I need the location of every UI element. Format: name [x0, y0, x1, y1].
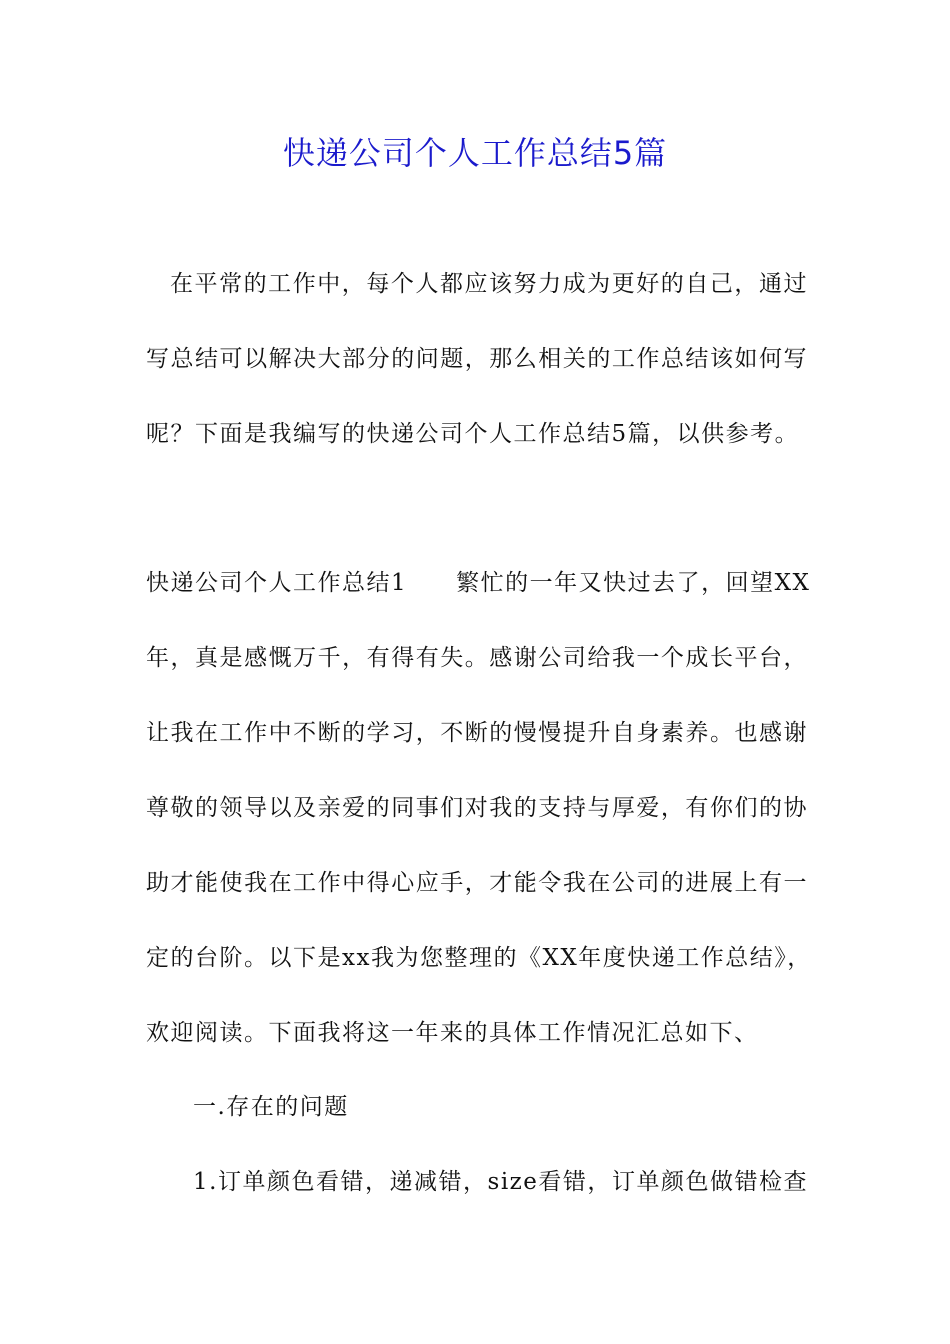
intro-line-1: 在平常的工作中，每个人都应该努力成为更好的自己，通过: [170, 271, 808, 297]
body-line-4: 尊敬的领导以及亲爱的同事们对我的支持与厚爱，有你们的协: [146, 795, 808, 821]
body-line-2: 年，真是感慨万千，有得有失。感谢公司给我一个成长平台，: [146, 645, 808, 671]
document-title: 快递公司个人工作总结5篇: [282, 134, 668, 172]
body-line-7: 欢迎阅读。下面我将这一年来的具体工作情况汇总如下、: [146, 1020, 759, 1046]
list-item-1: 1.订单颜色看错，递减错，size看错，订单颜色做错检查: [193, 1169, 808, 1195]
intro-line-2: 写总结可以解决大部分的问题，那么相关的工作总结该如何写: [146, 346, 808, 372]
body-line-6: 定的台阶。以下是xx我为您整理的《XX年度快递工作总结》，: [146, 945, 812, 971]
body-line-5: 助才能使我在工作中得心应手，才能令我在公司的进展上有一: [146, 870, 808, 896]
intro-line-3: 呢？下面是我编写的快递公司个人工作总结5篇，以供参考。: [146, 421, 800, 447]
body-line-3: 让我在工作中不断的学习，不断的慢慢提升自身素养。也感谢: [146, 720, 808, 746]
body-line-1: 快递公司个人工作总结1 繁忙的一年又快过去了，回望XX: [146, 570, 811, 596]
section-heading: 一.存在的问题: [193, 1094, 349, 1120]
